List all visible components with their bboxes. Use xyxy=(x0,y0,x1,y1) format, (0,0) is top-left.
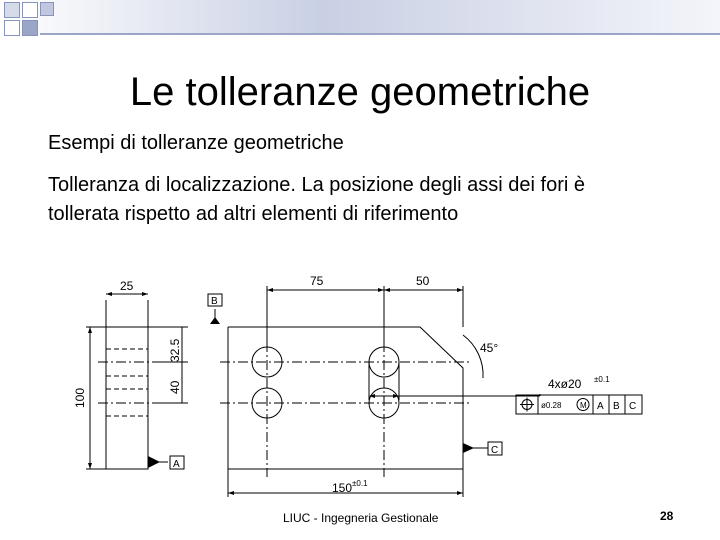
front-view-outline xyxy=(228,327,463,469)
datum-a-label: A xyxy=(173,459,180,470)
dim-25-label: 25 xyxy=(120,279,134,293)
dim-100-label: 100 xyxy=(73,387,87,408)
width-label: 150 xyxy=(332,481,353,495)
side-view-block xyxy=(106,327,148,469)
decorative-square xyxy=(22,2,38,18)
decorative-square xyxy=(4,2,20,18)
decorative-square xyxy=(40,2,54,16)
dim-75-label: 75 xyxy=(310,274,324,288)
feature-control-frame xyxy=(516,395,642,414)
datum-c-triangle xyxy=(463,443,474,453)
fcf-modifier-label: M xyxy=(580,401,587,410)
angle-label: 45° xyxy=(480,341,499,355)
slide-title: Le tolleranze geometriche xyxy=(129,70,591,114)
decorative-square xyxy=(22,20,38,36)
fcf-ref-b-label: B xyxy=(613,401,620,412)
dim-32-5-label: 32.5 xyxy=(168,338,182,362)
dim-50-label: 50 xyxy=(416,274,430,288)
header-band xyxy=(0,0,720,34)
fcf-tolerance-label: ø0.28 xyxy=(541,401,562,410)
datum-b-label: B xyxy=(211,296,218,307)
datum-a-triangle xyxy=(148,456,160,468)
slide-subtitle: Esempi di tolleranze geometriche xyxy=(48,132,344,154)
datum-b-triangle xyxy=(210,317,220,324)
hole-spec-label: 4xø20 xyxy=(548,377,582,391)
width-tol-label: ±0.1 xyxy=(352,479,368,488)
fcf-ref-c-label: C xyxy=(629,401,637,412)
hole-tol-label: ±0.1 xyxy=(594,375,610,384)
decorative-square xyxy=(4,20,20,36)
slide-footer: LIUC - Ingegneria Gestionale xyxy=(283,511,439,525)
technical-drawing xyxy=(70,272,690,504)
slide-body: Tolleranza di localizzazione. La posizione degli assi dei fori è tollerata rispetto ad altri elementi di riferimento xyxy=(48,174,585,225)
dim-40-label: 40 xyxy=(168,380,182,394)
fcf-ref-a-label: A xyxy=(597,401,604,412)
page-number: 28 xyxy=(660,509,674,523)
datum-c-label: C xyxy=(491,445,499,456)
header-rule xyxy=(40,33,720,35)
